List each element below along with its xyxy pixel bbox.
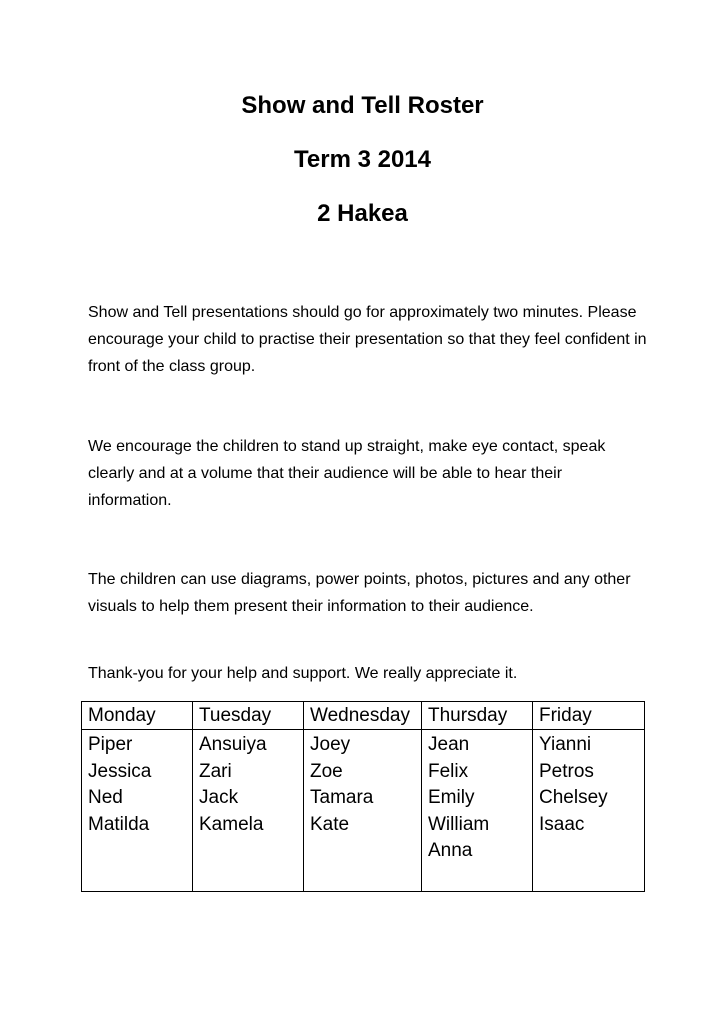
student-name: Ned — [88, 787, 123, 809]
student-name: Jessica — [88, 760, 152, 782]
student-name: Emily — [428, 787, 475, 809]
thank-you-paragraph: Thank-you for your help and support. We really appreciate it. — [88, 665, 518, 682]
student-name: Anna — [428, 840, 473, 862]
student-name: Matilda — [88, 813, 150, 835]
tuesday-names-cell — [193, 730, 304, 892]
student-name: Yianni — [539, 734, 592, 755]
day-header-wednesday: Wednesday — [304, 702, 422, 730]
presentation-tips-paragraph: We encourage the children to stand up straight, make eye contact, speak clearly and at a volume that their audience will be able to hear their information. — [88, 438, 606, 509]
day-header-tuesday: Tuesday — [193, 702, 304, 730]
student-name: Felix — [428, 760, 469, 782]
student-name: Zoe — [310, 760, 343, 782]
intro-paragraph: Show and Tell presentations should go for approximately two minutes. Please encourage your child to practise their presentation so that they feel confident in front of the class group. — [88, 304, 647, 375]
wednesday-names-cell — [304, 730, 422, 892]
student-name: William — [428, 813, 490, 835]
student-name: Chelsey — [539, 787, 608, 809]
student-name: Zari — [199, 760, 232, 782]
student-name: Ansuiya — [199, 734, 267, 755]
student-name: Kamela — [199, 813, 264, 835]
visuals-paragraph: The children can use diagrams, power points, photos, pictures and any other visuals to help them present their information to their audience. — [88, 571, 631, 615]
student-name: Petros — [539, 760, 594, 782]
thursday-names-cell — [422, 730, 533, 892]
student-name: Isaac — [539, 813, 585, 835]
class-heading: 2 Hakea — [317, 200, 408, 227]
student-name: Piper — [88, 734, 133, 755]
friday-names-cell — [533, 730, 645, 892]
student-name: Tamara — [310, 787, 374, 809]
day-header-thursday: Thursday — [422, 702, 533, 730]
day-header-monday: Monday — [82, 702, 193, 730]
term-heading: Term 3 2014 — [294, 146, 431, 173]
roster-header-row — [82, 702, 645, 730]
monday-names-cell — [82, 730, 193, 892]
page-title: Show and Tell Roster — [241, 92, 484, 119]
student-name: Kate — [310, 813, 350, 835]
roster-table — [81, 701, 645, 892]
student-name: Jack — [199, 787, 239, 809]
student-name: Jean — [428, 734, 470, 755]
student-name: Joey — [310, 734, 351, 755]
day-header-friday: Friday — [533, 702, 645, 730]
roster-names-row — [82, 730, 645, 892]
